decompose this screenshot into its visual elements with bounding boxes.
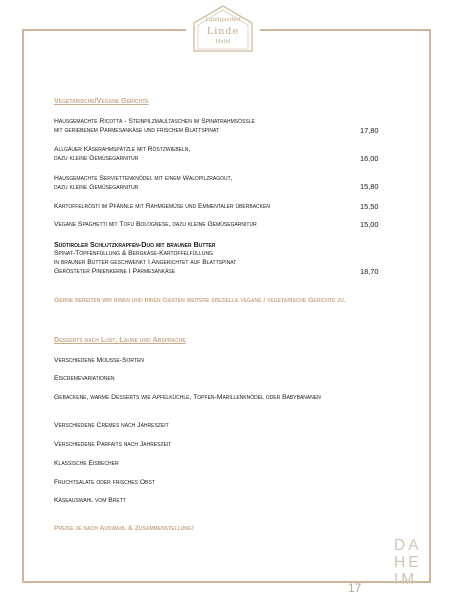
logo-line-3: Hotel	[215, 39, 231, 45]
brand-stamp	[394, 537, 434, 588]
menu-item	[54, 220, 358, 229]
item-line: Vegane Spaghetti mit Tofu Bolognese, dazu kleine Gemüsegarnitur	[54, 221, 257, 228]
item-price: 15,80	[360, 182, 379, 191]
menu-item	[54, 145, 358, 163]
hotel-logo	[186, 3, 260, 53]
brand-stamp-line: HE	[394, 554, 422, 571]
item-price: 15,00	[360, 220, 379, 229]
brand-stamp-line: DA	[394, 537, 422, 554]
item-title: Südtiroler Schlutzkrapfen-Duo mit brauner Butter	[54, 240, 216, 249]
dessert-item: Gebackene, warme Desserts wie Apfelküchle, Topfen-Marillenknödel oder Babybananen	[54, 394, 321, 401]
menu-item	[54, 174, 358, 192]
dessert-item: Klassische Eisbecher	[54, 460, 119, 467]
dessert-item: Eiscremevariationen	[54, 375, 115, 382]
dessert-item: Verschiedene Mousse-Sorten	[54, 357, 144, 364]
item-line: Hausgemachte Ricotta - Steinpilzmaultaschen im Spinatrahmsößle	[54, 118, 255, 125]
dessert-item: Verschiedene Parfaits nach Jahreszeit	[54, 441, 172, 448]
item-line: Allgäuer Käserahmspätzle mit Röstzwiebeln,	[54, 146, 191, 153]
section-title-desserts: Desserts nach Lust, Laune und Absprache	[54, 335, 186, 344]
item-line: dazu kleine Gemüsegarnitur	[54, 184, 139, 191]
brand-stamp-line: IM	[394, 571, 418, 588]
item-line: dazu kleine Gemüsegarnitur	[54, 155, 139, 162]
item-line: Hausgemachte Serviettenknödel mit einem Waldpilzragout,	[54, 175, 233, 182]
logo-line-2: Linde	[206, 26, 240, 37]
item-price: 17,80	[360, 126, 379, 135]
item-price: 18,70	[360, 267, 379, 276]
item-line: in brauner Butter geschwenkt I Angerichtet auf Blattspinat	[54, 259, 237, 266]
dessert-item: Fruchtsalate oder frisches Obst	[54, 479, 155, 486]
dessert-note: Preise je nach Auswahl & Zusammenstellung!	[54, 525, 194, 532]
dessert-item: Käseauswahl vom Brett	[54, 497, 126, 504]
section-title-vegetarian: Vegetarische/Vegane Gerichte	[54, 96, 149, 105]
logo-line-1: Landgasthof	[205, 17, 241, 23]
item-line: Spinat-Topfenfüllung & Bergkäse-Kartoffelfüllung	[54, 250, 213, 257]
item-line: Kartoffelrösti im Pfännle mit Rahmgemüse und Emmentaler überbacken	[54, 203, 270, 210]
dessert-item: Verschiedene Cremes nach Jahreszeit	[54, 422, 169, 429]
item-price: 16,00	[360, 154, 379, 163]
item-price: 15,50	[360, 202, 379, 211]
menu-item	[54, 240, 358, 276]
item-line: Gerösteter Pinienkerne I Parmesankäse	[54, 268, 176, 275]
menu-item	[54, 117, 358, 135]
page-number: 17	[348, 581, 362, 595]
menu-item	[54, 202, 358, 211]
item-line: mit geriebenem Parmesankäse und frischem Blattspinat	[54, 127, 220, 134]
vegetarian-note: Gerne bereiten wir Ihnen und Ihren Gästen weitere spezielle vegane / vegetarische Gerichte zu.	[54, 297, 346, 304]
